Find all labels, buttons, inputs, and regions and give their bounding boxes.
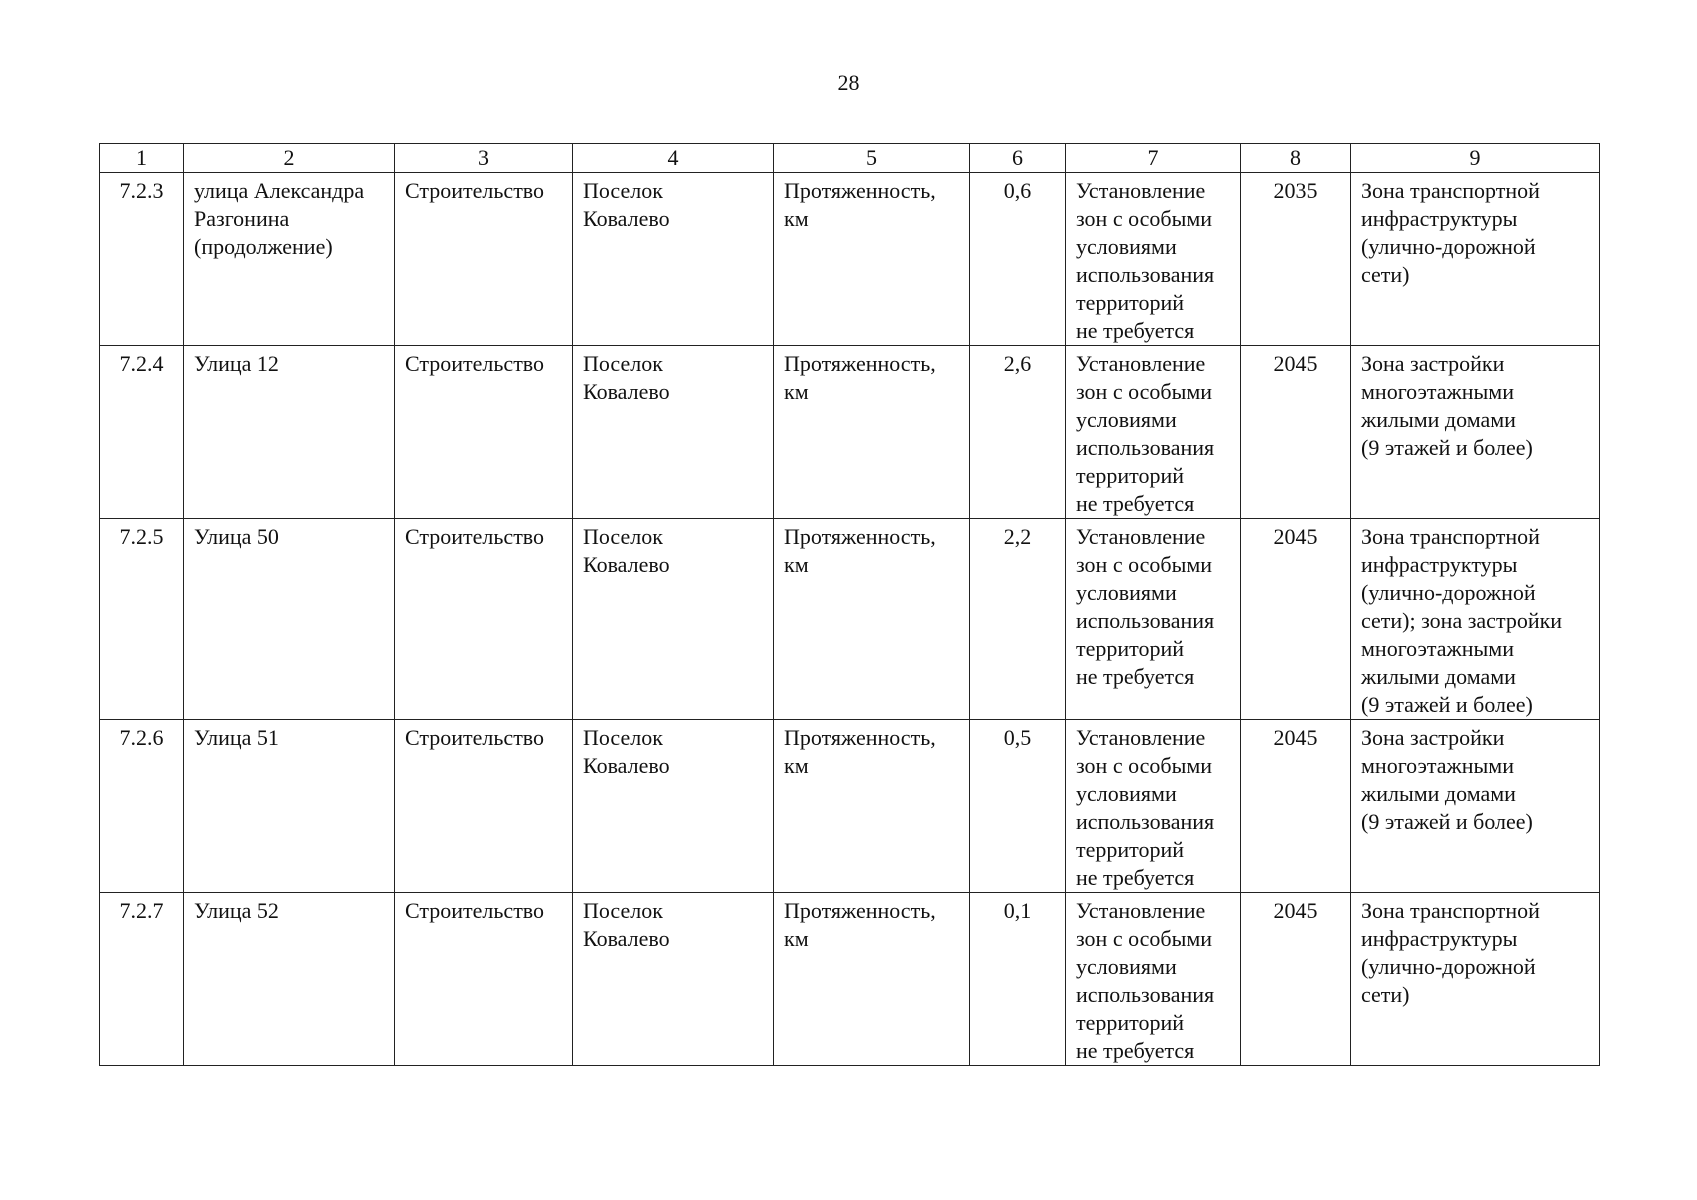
row-number-cell: 7.2.5 [100, 519, 184, 720]
location-cell: Поселок Ковалево [573, 519, 774, 720]
page-number: 28 [837, 70, 860, 95]
indicator-cell: Протяженность, км [774, 893, 970, 1066]
object-name-cell: Улица 52 [184, 893, 395, 1066]
table-row [100, 519, 1600, 720]
location-cell: Поселок Ковалево [573, 720, 774, 893]
column-header: 7 [1066, 144, 1241, 173]
location-cell: Поселок Ковалево [573, 893, 774, 1066]
indicator-cell: Протяженность, км [774, 519, 970, 720]
row-number-cell: 7.2.4 [100, 346, 184, 519]
column-header: 4 [573, 144, 774, 173]
object-name-cell: Улица 50 [184, 519, 395, 720]
zones-cell: Установление зон с особыми условиями использования территорий не требуется [1066, 893, 1241, 1066]
zones-cell: Установление зон с особыми условиями использования территорий не требуется [1066, 519, 1241, 720]
year-cell: 2045 [1241, 346, 1351, 519]
year-cell: 2045 [1241, 519, 1351, 720]
column-header: 1 [100, 144, 184, 173]
row-number-cell: 7.2.3 [100, 173, 184, 346]
zones-cell: Установление зон с особыми условиями использования территорий не требуется [1066, 346, 1241, 519]
value-cell: 0,5 [970, 720, 1066, 893]
column-header: 6 [970, 144, 1066, 173]
zones-cell: Установление зон с особыми условиями использования территорий не требуется [1066, 173, 1241, 346]
column-header: 2 [184, 144, 395, 173]
table-row [100, 173, 1600, 346]
table-row [100, 720, 1600, 893]
value-cell: 0,6 [970, 173, 1066, 346]
row-number-cell: 7.2.6 [100, 720, 184, 893]
object-name-cell: Улица 51 [184, 720, 395, 893]
table-row [100, 346, 1600, 519]
work-type-cell: Строительство [395, 893, 573, 1066]
data-table [99, 143, 1600, 1066]
value-cell: 0,1 [970, 893, 1066, 1066]
indicator-cell: Протяженность, км [774, 173, 970, 346]
zones-cell: Установление зон с особыми условиями использования территорий не требуется [1066, 720, 1241, 893]
zone-cell: Зона застройки многоэтажными жилыми домами (9 этажей и более) [1351, 346, 1600, 519]
value-cell: 2,2 [970, 519, 1066, 720]
table-header-row [100, 144, 1600, 173]
work-type-cell: Строительство [395, 519, 573, 720]
value-cell: 2,6 [970, 346, 1066, 519]
column-header: 9 [1351, 144, 1600, 173]
indicator-cell: Протяженность, км [774, 346, 970, 519]
indicator-cell: Протяженность, км [774, 720, 970, 893]
object-name-cell: улица Александра Разгонина (продолжение) [184, 173, 395, 346]
work-type-cell: Строительство [395, 720, 573, 893]
column-header: 5 [774, 144, 970, 173]
object-name-cell: Улица 12 [184, 346, 395, 519]
zone-cell: Зона транспортной инфраструктуры (улично-дорожной сети) [1351, 173, 1600, 346]
zone-cell: Зона транспортной инфраструктуры (улично-дорожной сети) [1351, 893, 1600, 1066]
year-cell: 2045 [1241, 893, 1351, 1066]
location-cell: Поселок Ковалево [573, 173, 774, 346]
row-number-cell: 7.2.7 [100, 893, 184, 1066]
zone-cell: Зона застройки многоэтажными жилыми домами (9 этажей и более) [1351, 720, 1600, 893]
year-cell: 2035 [1241, 173, 1351, 346]
year-cell: 2045 [1241, 720, 1351, 893]
column-header: 8 [1241, 144, 1351, 173]
table-row [100, 893, 1600, 1066]
location-cell: Поселок Ковалево [573, 346, 774, 519]
work-type-cell: Строительство [395, 346, 573, 519]
zone-cell: Зона транспортной инфраструктуры (улично-дорожной сети); зона застройки многоэтажными жилыми домами (9 этажей и более) [1351, 519, 1600, 720]
work-type-cell: Строительство [395, 173, 573, 346]
column-header: 3 [395, 144, 573, 173]
